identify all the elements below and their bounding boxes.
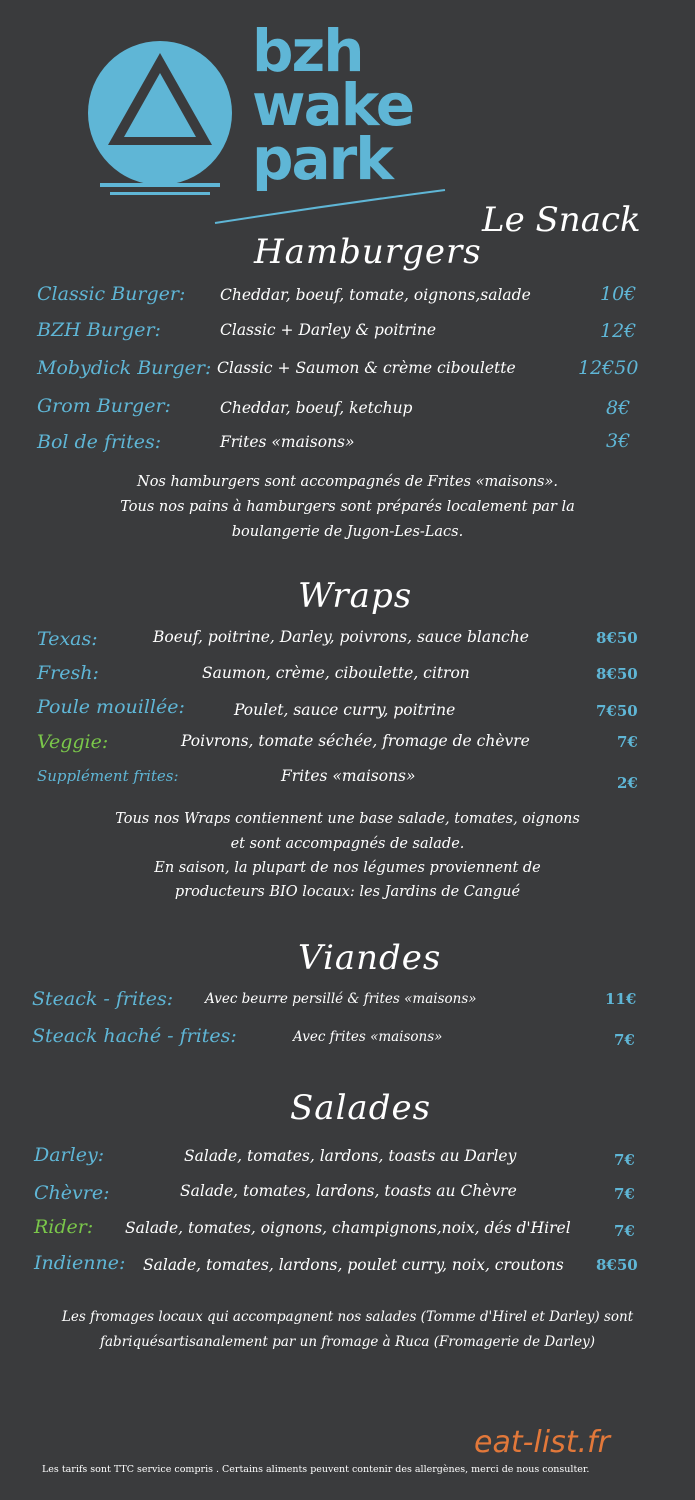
snack-title: Le Snack — [482, 200, 641, 240]
salades-note-2: fabriquésartisanalement par un fromage à Ruca (Fromagerie de Darley) — [100, 1334, 595, 1350]
item-price: 12€50 — [578, 357, 639, 379]
item-desc: Salade, tomates, lardons, toasts au Chèvre — [180, 1182, 517, 1200]
item-price: 7€50 — [596, 702, 638, 720]
item-price: 8€50 — [596, 629, 638, 647]
wraps-note-2: et sont accompagnés de salade. — [230, 836, 465, 852]
item-desc: Boeuf, poitrine, Darley, poivrons, sauce blanche — [153, 628, 529, 646]
brand-line-1: bzh — [252, 17, 363, 85]
item-name: Steack haché - frites: — [32, 1025, 237, 1047]
item-name: Indienne: — [34, 1252, 126, 1274]
wraps-note-4: producteurs BIO locaux: les Jardins de Cangué — [174, 884, 521, 900]
wraps-note-1: Tous nos Wraps contiennent une base salade, tomates, oignons — [115, 811, 580, 827]
footer-disclaimer: Les tarifs sont TTC service compris . Certains aliments peuvent contenir des allergènes, merci de nous consulter. — [42, 1464, 590, 1475]
item-price: 8€50 — [596, 1256, 638, 1274]
item-desc: Cheddar, boeuf, ketchup — [220, 399, 413, 417]
item-price: 7€ — [614, 1031, 635, 1049]
brand-logo — [80, 17, 450, 225]
section-title-wraps: Wraps — [298, 576, 413, 616]
brand-line-2: wake — [252, 71, 414, 139]
item-price: 7€ — [614, 1185, 635, 1203]
section-title-viandes: Viandes — [298, 938, 442, 978]
hamburgers-note-1: Nos hamburgers sont accompagnés de Frites «maisons». — [137, 474, 558, 490]
item-price: 12€ — [600, 320, 637, 342]
hamburgers-note-2: Tous nos pains à hamburgers sont préparés localement par la — [120, 499, 575, 515]
item-name: Mobydick Burger: — [37, 357, 212, 379]
item-name: Classic Burger: — [37, 283, 186, 305]
item-name: Fresh: — [37, 662, 99, 684]
item-desc: Saumon, crème, ciboulette, citron — [202, 664, 470, 682]
item-price: 7€ — [617, 733, 638, 751]
item-desc: Salade, tomates, oignons, champignons,noix, dés d'Hirel — [125, 1219, 571, 1237]
section-title-salades: Salades — [290, 1088, 432, 1128]
section-title-hamburgers: Hamburgers — [254, 232, 482, 272]
item-desc: Salade, tomates, lardons, toasts au Darley — [184, 1147, 517, 1165]
item-name: Texas: — [37, 628, 98, 650]
watermark-link[interactable]: eat-list.fr — [474, 1425, 610, 1460]
item-price: 7€ — [614, 1151, 635, 1169]
item-price: 7€ — [614, 1222, 635, 1240]
item-price: 10€ — [600, 283, 637, 305]
item-desc: Cheddar, boeuf, tomate, oignons,salade — [220, 286, 531, 304]
item-price: 11€ — [605, 990, 637, 1008]
item-desc: Frites «maisons» — [281, 767, 416, 785]
salades-note-1: Les fromages locaux qui accompagnent nos salades (Tomme d'Hirel et Darley) sont — [61, 1309, 634, 1325]
item-name: Steack - frites: — [32, 988, 174, 1010]
item-desc: Poulet, sauce curry, poitrine — [234, 701, 456, 719]
swoosh-icon — [210, 185, 450, 235]
item-price: 2€ — [617, 774, 638, 792]
item-name: BZH Burger: — [37, 319, 161, 341]
item-name: Grom Burger: — [37, 395, 171, 417]
item-desc: Salade, tomates, lardons, poulet curry, noix, croutons — [143, 1256, 564, 1274]
item-desc: Avec beurre persillé & frites «maisons» — [205, 991, 477, 1007]
item-name: Bol de frites: — [37, 431, 162, 453]
sail-circle-icon — [80, 25, 240, 205]
item-name: Supplément frites: — [37, 767, 179, 785]
item-price: 8€50 — [596, 665, 638, 683]
wraps-note-3: En saison, la plupart de nos légumes proviennent de — [154, 860, 541, 876]
item-name: Poule mouillée: — [37, 696, 185, 718]
item-name: Veggie: — [37, 731, 109, 753]
item-name: Darley: — [34, 1144, 105, 1166]
item-desc: Poivrons, tomate séchée, fromage de chèvre — [181, 732, 530, 750]
item-desc: Frites «maisons» — [220, 433, 355, 451]
item-price: 3€ — [606, 430, 631, 452]
item-name: Rider: — [34, 1216, 94, 1238]
item-desc: Classic + Saumon & crème ciboulette — [217, 359, 516, 377]
item-desc: Avec frites «maisons» — [293, 1029, 443, 1045]
item-name: Chèvre: — [34, 1182, 110, 1204]
brand-line-3: park — [252, 125, 392, 193]
item-desc: Classic + Darley & poitrine — [220, 321, 437, 339]
item-price: 8€ — [606, 397, 631, 419]
hamburgers-note-3: boulangerie de Jugon-Les-Lacs. — [231, 524, 464, 540]
